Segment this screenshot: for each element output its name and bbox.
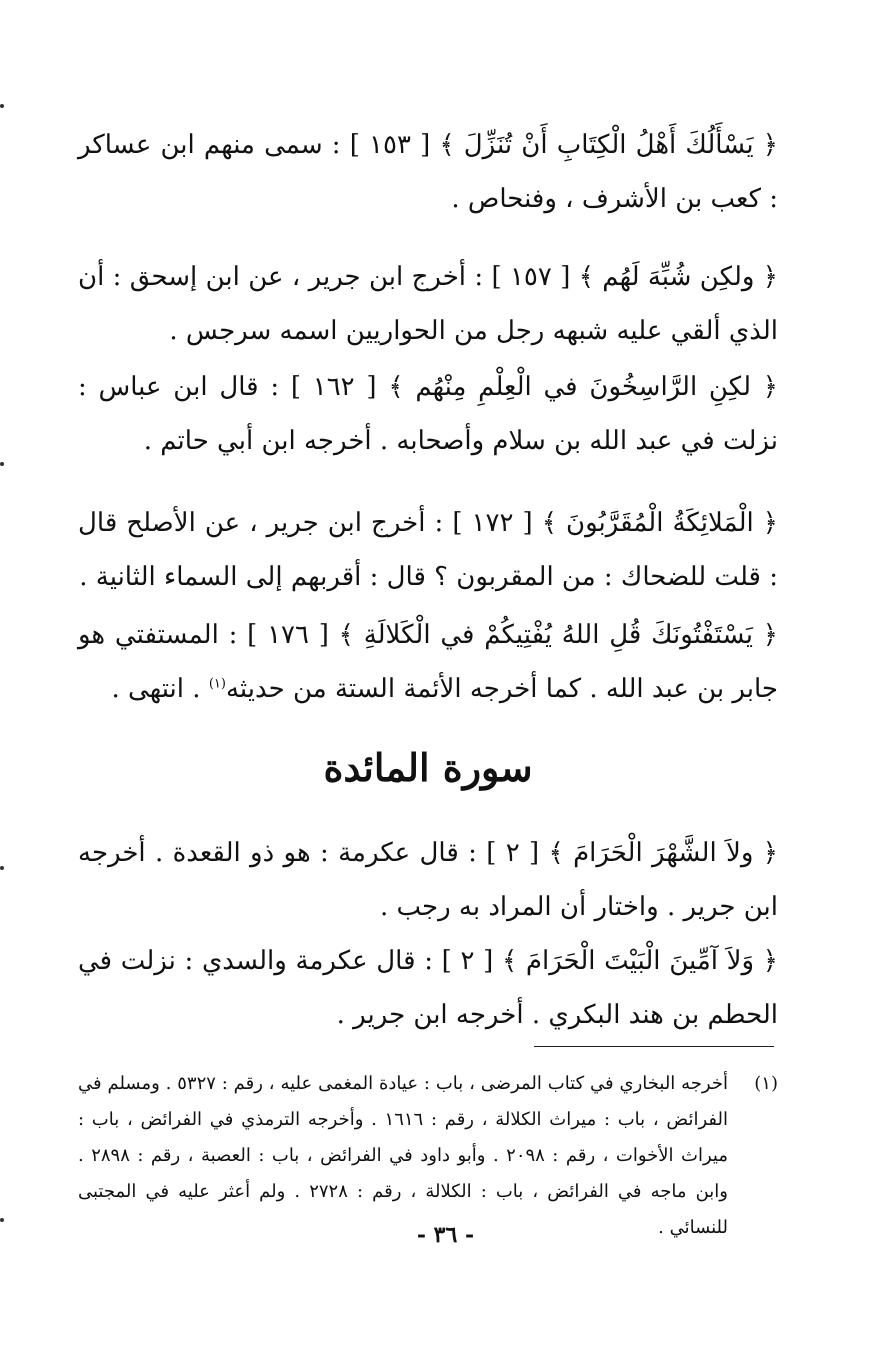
- paragraph-verse-157: ﴿ ولكِن شُبِّهَ لَهُم ﴾ [ ١٥٧ ] : أخرج ابن جرير ، عن ابن إسحق : أن الذي ألقي عليه شبهه رجل من الحواريين اسمه سرجس .: [78, 262, 779, 346]
- paragraph-verse-153: ﴿ يَسْأَلُكَ أَهْلُ الْكِتَابِ أَنْ تُنَزِّلَ ﴾ [ ١٥٣ ] : سمى منهم ابن عساكر : كعب بن الأشرف ، وفنحاص .: [78, 130, 778, 214]
- paragraph-maidah-2b: ﴿ وَلاَ آمِّينَ الْبَيْتَ الْحَرَامَ ﴾ [ ٢ ] : قال عكرمة والسدي : نزلت في الحطم بن هند البكري . أخرجه ابن جرير .: [78, 946, 778, 1030]
- footnote-reference: (١): [208, 676, 226, 692]
- paragraph-verse-162: ﴿ لكِنِ الرَّاسِخُونَ في الْعِلْمِ مِنْهُم ﴾ [ ١٦٢ ] : قال ابن عباس : نزلت في عبد الله بن سلام وأصحابه . أخرجه ابن أبي حاتم .: [78, 372, 778, 456]
- edge-mark: [0, 866, 4, 870]
- paragraph-ending: . انتهى .: [111, 674, 209, 704]
- page-number: - ٣٦ -: [416, 1222, 475, 1248]
- paragraph-verse-172: ﴿ الْمَلائِكَةُ الْمُقَرَّبُونَ ﴾ [ ١٧٢ ] : أخرج ابن جرير ، عن الأصلح قال : قلت للضحاك : من المقربون ؟ قال : أقربهم إلى السماء الثانية .: [78, 508, 779, 592]
- footnote-item: [78, 1066, 778, 1246]
- footnote-text: أخرجه البخاري في كتاب المرضى ، باب : عيادة المغمى عليه ، رقم : ٥٣٢٧ . ومسلم في الفرائض ، باب : ميراث الكلالة ، رقم : ١٦١٦ . وأخرجه الترمذي في الفرائض ، باب : ميراث الأخوات ، رقم : ٢٠٩٨ . وأبو داود في الفرائض ، باب : العصبة ، رقم : ٢٨٩٨ . وابن ماجه في الفرائض ، باب : الكلالة ، رقم : ٢٧٢٨ . ولم أعثر عليه في المجتبى للنسائي .: [78, 1073, 728, 1238]
- edge-mark: [0, 104, 4, 108]
- footnote-number: (١): [754, 1073, 778, 1094]
- paragraph-maidah-2a: ﴿ ولاَ الشَّهْرَ الْحَرَامَ ﴾ [ ٢ ] : قال عكرمة : هو ذو القعدة . أخرجه ابن جرير . واختار أن المراد به رجب .: [78, 838, 778, 922]
- footnote-divider: [534, 1046, 774, 1047]
- paragraph-text: ﴿ يَسْتَفْتُونَكَ قُلِ اللهُ يُفْتِيكُمْ في الْكَلالَةِ ﴾ [ ١٧٦ ] : المستفتي هو جابر بن عبد الله . كما أخرجه الأئمة الستة من حديثه: [78, 620, 778, 704]
- edge-mark: [0, 462, 4, 466]
- paragraph-verse-176: [78, 608, 778, 716]
- page-body: [78, 118, 778, 1042]
- surah-title: سورة المائدة: [323, 745, 533, 790]
- footnotes: [78, 1066, 778, 1246]
